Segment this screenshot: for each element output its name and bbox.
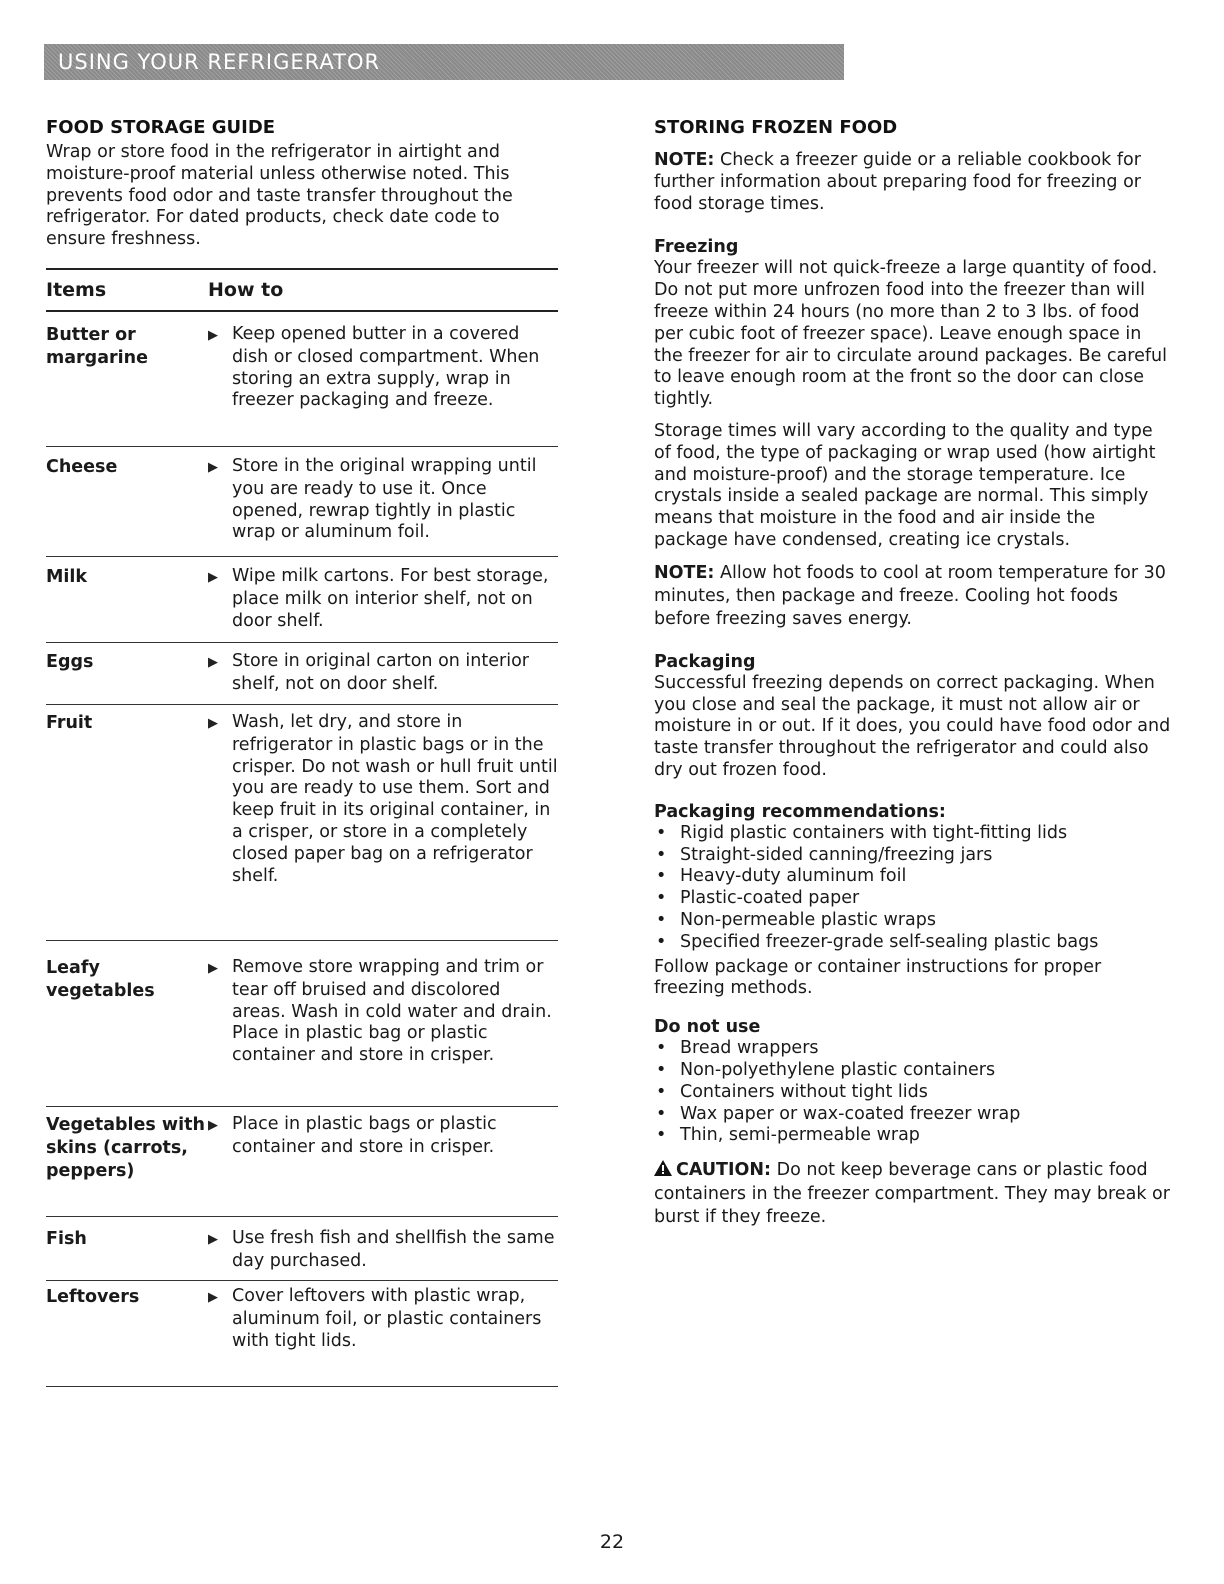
row-divider xyxy=(46,642,558,643)
arrow-icon: ▶ xyxy=(208,1290,218,1305)
row-item: Fish xyxy=(46,1229,87,1249)
list-item: • Straight-sided canning/freezing jars xyxy=(654,845,1174,867)
list-item: • Heavy-duty aluminum foil xyxy=(654,866,1174,888)
list-item: • Specified freezer-grade self-sealing plastic bags xyxy=(654,932,1174,954)
note-paragraph: NOTE: Allow hot foods to cool at room temperature for 30 minutes, then package and freeze. Cooling hot foods before freezing saves energy. xyxy=(654,562,1166,629)
food-storage-guide xyxy=(46,117,558,251)
banner-title: USING YOUR REFRIGERATOR xyxy=(58,50,381,74)
storing-frozen-food xyxy=(654,117,1174,1230)
table-row xyxy=(46,1286,558,1352)
warning-icon xyxy=(654,1160,672,1176)
row-howto: ▶ Use fresh fish and shellfish the same day purchased. xyxy=(208,1228,555,1271)
row-item: Butter or margarine xyxy=(46,325,148,368)
row-howto: ▶ Wipe milk cartons. For best storage, place milk on interior shelf, not on door shelf. xyxy=(208,566,549,631)
table-row xyxy=(46,566,558,632)
row-howto: ▶ Wash, let dry, and store in refrigerator in plastic bags or in the crisper. Do not wash or hull fruit until you are ready to use them. Sort and keep fruit in its original container, in a crisper, or store in a completely closed paper bag on a refrigerator shelf. xyxy=(208,712,558,886)
table-header xyxy=(46,268,558,312)
packaging-heading: Packaging xyxy=(654,651,756,672)
freezing-paragraph: Your freezer will not quick-freeze a large quantity of food. Do not put more unfrozen food into the freezer than will freeze within 24 hours (no more than 2 to 3 lbs. of food per cubic foot of freezer space). Leave enough space in the freezer for air to circulate around packages. Be careful to leave enough room at the front so the door can close tightly. xyxy=(654,258,1167,410)
food-storage-intro: Wrap or store food in the refrigerator in airtight and moisture-proof material unless otherwise noted. This prevents food odor and taste transfer throughout the refrigerator. For dated products, check date code to ensure freshness. xyxy=(46,142,513,250)
row-howto: ▶ Keep opened butter in a covered dish or closed compartment. When storing an extra supply, wrap in freezer packaging and freeze. xyxy=(208,324,540,411)
donotuse-heading: Do not use xyxy=(654,1017,761,1038)
table-row xyxy=(46,957,558,1067)
recommendations-heading: Packaging recommendations: xyxy=(654,801,946,822)
list-item: • Wax paper or wax-coated freezer wrap xyxy=(654,1104,1174,1126)
row-howto: ▶ Store in original carton on interior shelf, not on door shelf. xyxy=(208,651,529,694)
list-item: • Containers without tight lids xyxy=(654,1082,1174,1104)
recommendations-list xyxy=(654,823,1174,954)
donotuse-list xyxy=(654,1038,1174,1147)
row-divider xyxy=(46,704,558,705)
note-paragraph: NOTE: Check a freezer guide or a reliable cookbook for further information about preparing food for freezing or food storage times. xyxy=(654,150,1141,214)
row-item: Eggs xyxy=(46,652,94,672)
food-storage-title: FOOD STORAGE GUIDE xyxy=(46,117,276,138)
row-item: Cheese xyxy=(46,457,118,477)
list-item: • Non-polyethylene plastic containers xyxy=(654,1060,1174,1082)
row-item: Fruit xyxy=(46,713,93,733)
freezing-heading: Freezing xyxy=(654,237,739,258)
row-divider xyxy=(46,940,558,941)
list-item: • Rigid plastic containers with tight-fitting lids xyxy=(654,823,1174,845)
list-item: • Thin, semi-permeable wrap xyxy=(654,1125,1174,1147)
arrow-icon: ▶ xyxy=(208,716,218,731)
col-header-howto: How to xyxy=(208,279,284,301)
row-item: Leafy vegetables xyxy=(46,958,155,1001)
arrow-icon: ▶ xyxy=(208,460,218,475)
page-number: 22 xyxy=(599,1531,625,1553)
row-howto: ▶ Store in the original wrapping until you are ready to use it. Once opened, rewrap tightly in plastic wrap or aluminum foil. xyxy=(208,456,537,543)
follow-paragraph: Follow package or container instructions for proper freezing methods. xyxy=(654,956,1102,999)
arrow-icon: ▶ xyxy=(208,961,218,976)
row-divider xyxy=(46,446,558,447)
packaging-paragraph: Successful freezing depends on correct packaging. When you close and seal the package, it must not allow air or moisture in or out. If it does, you could have food odor and taste transfer throughout the refrigerator and could also dry out frozen food. xyxy=(654,672,1171,780)
list-item: • Non-permeable plastic wraps xyxy=(654,910,1174,932)
caution-paragraph: CAUTION: Do not keep beverage cans or plastic food containers in the freezer compartment. They may break or burst if they freeze. xyxy=(654,1160,1170,1228)
arrow-icon: ▶ xyxy=(208,570,218,585)
list-item: • Bread wrappers xyxy=(654,1038,1174,1060)
arrow-icon: ▶ xyxy=(208,655,218,670)
row-divider xyxy=(46,1280,558,1281)
row-howto: ▶ Place in plastic bags or plastic container and store in crisper. xyxy=(208,1114,497,1157)
table-row xyxy=(46,712,558,887)
storage-table xyxy=(46,268,558,1351)
row-divider xyxy=(46,556,558,557)
row-divider xyxy=(46,1216,558,1217)
table-bottom-rule xyxy=(46,1386,558,1387)
table-row xyxy=(46,324,558,412)
storage-times-paragraph: Storage times will vary according to the quality and type of food, the type of packaging or wrap used (how airtight and moisture-proof) and the storage temperature. Ice crystals inside a sealed package are normal. This simply means that moisture in the food and air inside the package have condensed, creating ice crystals. xyxy=(654,420,1156,550)
row-howto: ▶ Cover leftovers with plastic wrap, aluminum foil, or plastic containers with tight lids. xyxy=(208,1286,542,1351)
section-banner xyxy=(44,44,844,80)
table-row xyxy=(46,1114,558,1183)
frozen-title: STORING FROZEN FOOD xyxy=(654,117,898,138)
row-divider xyxy=(46,1106,558,1107)
row-item: Leftovers xyxy=(46,1287,140,1307)
row-item: Milk xyxy=(46,567,88,587)
table-row xyxy=(46,1228,558,1273)
table-row xyxy=(46,456,558,544)
arrow-icon: ▶ xyxy=(208,328,218,343)
col-header-items: Items xyxy=(46,279,107,301)
row-howto: ▶ Remove store wrapping and trim or tear off bruised and discolored areas. Wash in cold water and drain. Place in plastic bag or plastic container and store in crisper. xyxy=(208,957,552,1066)
row-item: Vegetables with skins (carrots, peppers) xyxy=(46,1115,205,1181)
arrow-icon: ▶ xyxy=(208,1232,218,1247)
arrow-icon: ▶ xyxy=(208,1118,218,1133)
table-row xyxy=(46,651,558,696)
list-item: • Plastic-coated paper xyxy=(654,888,1174,910)
